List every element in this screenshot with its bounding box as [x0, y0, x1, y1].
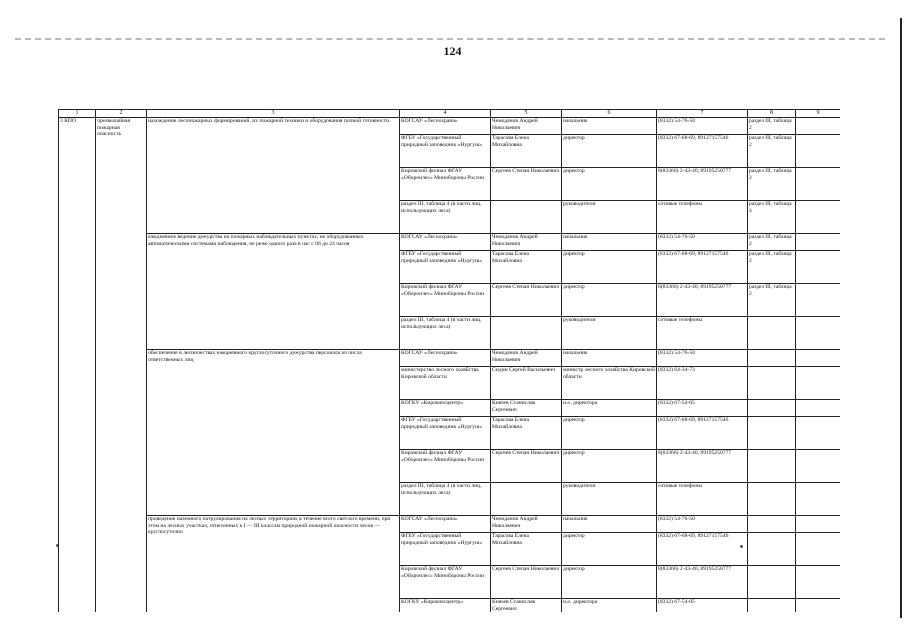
- empty-cell: [796, 168, 841, 201]
- phone-cell: (8332) 67-54-05: [657, 400, 748, 417]
- column-number-6: 6: [562, 110, 657, 118]
- position-cell: директор: [562, 533, 657, 566]
- person-cell: Сидин Сергей Васильевич: [491, 367, 562, 400]
- measure-cell: обеспечение в лесничествах ежедневного круглосуточного дежурства персонала из числа ответственных лиц: [147, 350, 400, 516]
- column-number-5: 5: [491, 110, 562, 118]
- empty-cell: [796, 251, 841, 284]
- reference-cell: [748, 483, 796, 516]
- org-cell: КОГСАУ «Лесоохрана»: [400, 350, 491, 367]
- fire-danger-measures-table: [58, 109, 840, 612]
- phone-cell: (8332) 54-76-50: [657, 118, 748, 135]
- phone-cell: (8332) 67-68-69, 89127157546: [657, 417, 748, 450]
- table-row: [59, 350, 841, 367]
- table-body: [59, 118, 841, 613]
- position-cell: директор: [562, 284, 657, 317]
- org-cell: КОГСАУ «Лесоохрана»: [400, 118, 491, 135]
- empty-cell: [796, 450, 841, 483]
- empty-cell: [796, 400, 841, 417]
- measure-cell: проведение наземного патрулирования на лесных территориях в течение всего светлого времени, при этом на лесных участках, отнесенных к I — III классам природной пожарной опасности лесов — круглосуточно: [147, 516, 400, 613]
- table-row: [59, 516, 841, 533]
- empty-cell: [796, 367, 841, 400]
- phone-cell: (8332) 54-76-50: [657, 516, 748, 533]
- org-cell: КОГСАУ «Лесоохрана»: [400, 234, 491, 251]
- empty-cell: [796, 317, 841, 350]
- person-cell: Чемоданов Андрей Николаевич: [491, 350, 562, 367]
- empty-cell: [796, 417, 841, 450]
- empty-cell: [796, 284, 841, 317]
- table-row: [59, 234, 841, 251]
- person-cell: Князев Станислав Сергеевич: [491, 599, 562, 613]
- reference-cell: раздел III, таблица 2: [748, 118, 796, 135]
- reference-cell: раздел III, таблица 2: [748, 234, 796, 251]
- reference-cell: [748, 400, 796, 417]
- org-cell: Кировский филиал ФГАУ «Оборонлес» Минобороны России: [400, 284, 491, 317]
- person-cell: Сергеев Степан Николаевич: [491, 284, 562, 317]
- phone-cell: (8332) 54-76-50: [657, 234, 748, 251]
- person-cell: Тарасова Елена Михайловна: [491, 533, 562, 566]
- org-cell: Кировский филиал ФГАУ «Оборонлес» Минобороны России: [400, 566, 491, 599]
- phone-cell: сотовые телефоны: [657, 483, 748, 516]
- person-cell: Чемоданов Андрей Николаевич: [491, 516, 562, 533]
- empty-cell: [796, 135, 841, 168]
- person-cell: Тарасова Елена Михайловна: [491, 251, 562, 284]
- reference-cell: [748, 566, 796, 599]
- empty-cell: [796, 599, 841, 613]
- org-cell: КОГКУ «Кировлесцентр»: [400, 599, 491, 613]
- position-cell: министр лесного хозяйства Кировской области: [562, 367, 657, 400]
- org-cell: раздел III, таблица 4 (в части лиц, использующих леса): [400, 483, 491, 516]
- org-cell: раздел III, таблица 4 (в части лиц, использующих леса): [400, 317, 491, 350]
- column-number-8: 8: [748, 110, 796, 118]
- position-cell: начальник: [562, 234, 657, 251]
- phone-cell: (8332) 54-76-50: [657, 350, 748, 367]
- reference-cell: раздел III, таблица 2: [748, 135, 796, 168]
- position-cell: директор: [562, 417, 657, 450]
- phone-cell: 8(83366) 2-43-40, 89195250777: [657, 450, 748, 483]
- org-cell: КОГСАУ «Лесоохрана»: [400, 516, 491, 533]
- scan-margin-line: [15, 38, 885, 40]
- column-number-7: 7: [657, 110, 748, 118]
- empty-cell: [796, 234, 841, 251]
- position-cell: директор: [562, 566, 657, 599]
- person-cell: Тарасова Елена Михайловна: [491, 135, 562, 168]
- empty-cell: [796, 566, 841, 599]
- org-cell: раздел III, таблица 4 (в части лиц, использующих леса): [400, 201, 491, 234]
- phone-cell: (8332) 67-68-69, 89127157546: [657, 135, 748, 168]
- org-cell: ФГБУ «Государственный природный заповедник «Нургуш»: [400, 135, 491, 168]
- empty-cell: [796, 201, 841, 234]
- empty-cell: [796, 533, 841, 566]
- position-cell: руководители: [562, 201, 657, 234]
- org-cell: ФГБУ «Государственный природный заповедник «Нургуш»: [400, 533, 491, 566]
- table-row: [59, 118, 841, 135]
- phone-cell: 8(83366) 2-43-40, 89195250777: [657, 566, 748, 599]
- reference-cell: [748, 450, 796, 483]
- reference-cell: раздел III, таблица 2: [748, 284, 796, 317]
- position-cell: начальник: [562, 350, 657, 367]
- reference-cell: [748, 350, 796, 367]
- empty-cell: [796, 118, 841, 135]
- phone-cell: (8332) 67-68-69, 89127157546: [657, 251, 748, 284]
- org-cell: ФГБУ «Государственный природный заповедник «Нургуш»: [400, 417, 491, 450]
- phone-cell: (8332) 67-68-69, 89127157546: [657, 533, 748, 566]
- person-cell: Чемоданов Андрей Николаевич: [491, 118, 562, 135]
- position-cell: руководители: [562, 483, 657, 516]
- position-cell: и.о. директора: [562, 400, 657, 417]
- empty-cell: [796, 516, 841, 533]
- person-cell: Князев Станислав Сергеевич: [491, 400, 562, 417]
- empty-cell: [796, 350, 841, 367]
- person-cell: Сергеев Степан Николаевич: [491, 168, 562, 201]
- position-cell: директор: [562, 251, 657, 284]
- page-number: 124: [443, 44, 462, 58]
- reference-cell: раздел III, таблица 4: [748, 201, 796, 234]
- reference-cell: раздел III, таблица 2: [748, 168, 796, 201]
- column-number-2: 2: [96, 110, 147, 118]
- person-cell: [491, 201, 562, 234]
- phone-cell: (8332) 64-34-73: [657, 367, 748, 400]
- phone-cell: 8(83366) 2-43-40, 89195250777: [657, 284, 748, 317]
- person-cell: [491, 317, 562, 350]
- reference-cell: [748, 367, 796, 400]
- org-cell: Кировский филиал ФГАУ «Оборонлес» Минобороны России: [400, 450, 491, 483]
- page-edge-line: [900, 18, 902, 618]
- measure-cell: нахождение лесопожарных формирований, их пожарной техники и оборудования полной готовности.: [147, 118, 400, 234]
- phone-cell: сотовые телефоны: [657, 201, 748, 234]
- phone-cell: (8332) 67-54-05: [657, 599, 748, 613]
- position-cell: руководители: [562, 317, 657, 350]
- measure-cell: ежедневное ведение дежурства на пожарных наблюдательных пунктах, не оборудованных автоматическими системами наблюдения, не реже одного раза в час с 06 до 24 часов: [147, 234, 400, 350]
- column-number-3: 3: [147, 110, 400, 118]
- person-cell: Тарасова Елена Михайловна: [491, 417, 562, 450]
- person-cell: Чемоданов Андрей Николаевич: [491, 234, 562, 251]
- org-cell: КОГКУ «Кировлесцентр»: [400, 400, 491, 417]
- position-cell: директор: [562, 168, 657, 201]
- column-number-4: 4: [400, 110, 491, 118]
- danger-level-cell: чрезвычайная пожарная опасность: [96, 118, 147, 613]
- reference-cell: [748, 417, 796, 450]
- column-number-1: 1: [59, 110, 96, 118]
- reference-cell: [748, 533, 796, 566]
- phone-cell: 8(83366) 2-43-40, 89195250777: [657, 168, 748, 201]
- org-cell: министерство лесного хозяйства Кировской области: [400, 367, 491, 400]
- fire-danger-class-cell: 3 КПО: [59, 118, 96, 613]
- reference-cell: [748, 516, 796, 533]
- document-table-wrapper: [58, 109, 840, 612]
- org-cell: ФГБУ «Государственный природный заповедник «Нургуш»: [400, 251, 491, 284]
- reference-cell: [748, 599, 796, 613]
- person-cell: Сергеев Степан Николаевич: [491, 450, 562, 483]
- position-cell: директор: [562, 135, 657, 168]
- position-cell: директор: [562, 450, 657, 483]
- person-cell: [491, 483, 562, 516]
- reference-cell: [748, 317, 796, 350]
- header-row: [59, 110, 841, 118]
- table-header: [59, 110, 841, 118]
- phone-cell: сотовые телефоны: [657, 317, 748, 350]
- column-number-9: 9: [796, 110, 841, 118]
- empty-cell: [796, 483, 841, 516]
- org-cell: Кировский филиал ФГАУ «Оборонлес» Минобороны России: [400, 168, 491, 201]
- position-cell: и.о. директора: [562, 599, 657, 613]
- person-cell: Сергеев Степан Николаевич: [491, 566, 562, 599]
- position-cell: начальник: [562, 516, 657, 533]
- reference-cell: раздел III, таблица 2: [748, 251, 796, 284]
- position-cell: начальник: [562, 118, 657, 135]
